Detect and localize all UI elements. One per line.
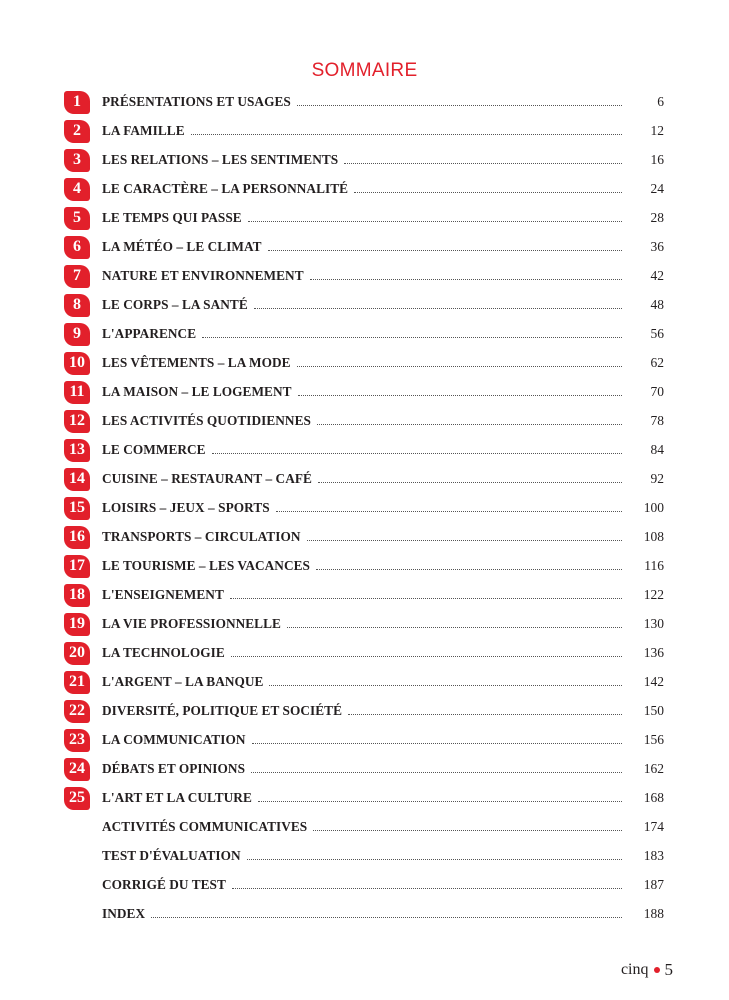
toc-entry-label: DIVERSITÉ, POLITIQUE ET SOCIÉTÉ — [102, 702, 342, 718]
chapter-number-badge: 15 — [64, 497, 90, 520]
dot-leader — [251, 760, 622, 773]
bullet-dot-icon — [654, 967, 660, 973]
toc-entry-page-number: 162 — [643, 760, 664, 776]
dot-leader — [254, 296, 622, 309]
toc-entry-label: LE TEMPS QUI PASSE — [102, 209, 242, 225]
chapter-number-slot — [64, 815, 102, 839]
toc-entry-label: PRÉSENTATIONS ET USAGES — [102, 93, 291, 109]
toc-entry[interactable] — [64, 841, 664, 870]
dot-leader — [231, 644, 622, 657]
dot-leader — [318, 470, 622, 483]
chapter-number-slot — [64, 496, 102, 520]
toc-entry-page-number: 56 — [650, 325, 664, 341]
toc-entry[interactable] — [64, 783, 664, 812]
chapter-number-slot — [64, 525, 102, 549]
page-title: SOMMAIRE — [311, 60, 418, 81]
table-of-contents — [64, 87, 664, 928]
toc-entry[interactable] — [64, 377, 664, 406]
dot-leader — [151, 905, 622, 918]
toc-entry-label: TEST D'ÉVALUATION — [102, 847, 241, 863]
toc-entry-page-number: 28 — [650, 209, 664, 225]
dot-leader — [344, 151, 622, 164]
chapter-number-slot — [64, 902, 102, 926]
dot-leader — [297, 93, 622, 106]
chapter-number-slot — [64, 177, 102, 201]
chapter-number-badge: 10 — [64, 352, 90, 375]
chapter-number-slot — [64, 351, 102, 375]
toc-entry-label: LA FAMILLE — [102, 122, 185, 138]
toc-entry-page-number: 183 — [643, 847, 664, 863]
dot-leader — [298, 383, 622, 396]
toc-entry-page-number: 84 — [650, 441, 664, 457]
chapter-number-slot — [64, 119, 102, 143]
toc-entry-label: LES RELATIONS – LES SENTIMENTS — [102, 151, 339, 167]
dot-leader — [297, 354, 622, 367]
chapter-number-badge: 14 — [64, 468, 90, 491]
dot-leader — [202, 325, 622, 338]
chapter-number-badge: 23 — [64, 729, 90, 752]
toc-entry[interactable] — [64, 638, 664, 667]
toc-entry[interactable] — [64, 87, 664, 116]
toc-entry-label: LE CORPS – LA SANTÉ — [102, 296, 248, 312]
toc-entry-page-number: 62 — [650, 354, 664, 370]
chapter-number-slot — [64, 641, 102, 665]
toc-entry-label: L'ARGENT – LA BANQUE — [102, 673, 264, 689]
toc-entry[interactable] — [64, 667, 664, 696]
dot-leader — [354, 180, 622, 193]
chapter-number-slot — [64, 380, 102, 404]
chapter-number-badge: 8 — [64, 294, 90, 317]
chapter-number-slot — [64, 206, 102, 230]
toc-entry-page-number: 136 — [643, 644, 664, 660]
toc-entry-page-number: 42 — [650, 267, 664, 283]
toc-entry-page-number: 48 — [650, 296, 664, 312]
dot-leader — [310, 267, 622, 280]
chapter-number-badge: 24 — [64, 758, 90, 781]
dot-leader — [316, 557, 622, 570]
toc-entry[interactable] — [64, 116, 664, 145]
toc-entry[interactable] — [64, 406, 664, 435]
dot-leader — [269, 673, 622, 686]
toc-entry[interactable] — [64, 696, 664, 725]
chapter-number-badge: 16 — [64, 526, 90, 549]
chapter-number-badge: 6 — [64, 236, 90, 259]
toc-entry-label: LA MÉTÉO – LE CLIMAT — [102, 238, 262, 254]
chapter-number-slot — [64, 90, 102, 114]
dot-leader — [212, 441, 622, 454]
dot-leader — [276, 499, 622, 512]
dot-leader — [317, 412, 622, 425]
toc-entry-page-number: 116 — [644, 557, 664, 573]
toc-entry-page-number: 100 — [643, 499, 664, 515]
toc-entry[interactable] — [64, 348, 664, 377]
chapter-number-badge: 19 — [64, 613, 90, 636]
toc-entry-label: LES ACTIVITÉS QUOTIDIENNES — [102, 412, 311, 428]
toc-entry-label: CUISINE – RESTAURANT – CAFÉ — [102, 470, 312, 486]
toc-entry[interactable] — [64, 319, 664, 348]
toc-entry[interactable] — [64, 812, 664, 841]
toc-entry-label: LE CARACTÈRE – LA PERSONNALITÉ — [102, 180, 349, 196]
chapter-number-slot — [64, 438, 102, 462]
toc-entry-page-number: 130 — [643, 615, 664, 631]
toc-entry[interactable] — [64, 580, 664, 609]
chapter-number-badge: 13 — [64, 439, 90, 462]
dot-leader — [268, 238, 622, 251]
toc-entry-page-number: 150 — [643, 702, 664, 718]
toc-entry-label: ACTIVITÉS COMMUNICATIVES — [102, 818, 308, 834]
chapter-number-slot — [64, 264, 102, 288]
toc-entry-page-number: 187 — [643, 876, 664, 892]
chapter-number-badge: 5 — [64, 207, 90, 230]
toc-entry-page-number: 168 — [643, 789, 664, 805]
chapter-number-slot — [64, 322, 102, 346]
toc-entry[interactable] — [64, 725, 664, 754]
dot-leader — [258, 789, 622, 802]
chapter-number-badge: 3 — [64, 149, 90, 172]
chapter-number-badge: 12 — [64, 410, 90, 433]
chapter-number-badge: 20 — [64, 642, 90, 665]
dot-leader — [252, 731, 623, 744]
toc-entry-label: LOISIRS – JEUX – SPORTS — [102, 499, 270, 515]
dot-leader — [307, 528, 623, 541]
footer-page-number: 5 — [664, 960, 673, 979]
chapter-number-slot — [64, 670, 102, 694]
toc-entry[interactable] — [64, 203, 664, 232]
toc-entry-page-number: 174 — [643, 818, 664, 834]
toc-entry-label: LA COMMUNICATION — [102, 731, 246, 747]
chapter-number-slot — [64, 757, 102, 781]
chapter-number-slot — [64, 699, 102, 723]
chapter-number-slot — [64, 554, 102, 578]
toc-entry[interactable] — [64, 609, 664, 638]
toc-entry[interactable] — [64, 290, 664, 319]
chapter-number-slot — [64, 409, 102, 433]
toc-entry[interactable] — [64, 435, 664, 464]
chapter-number-badge: 7 — [64, 265, 90, 288]
dot-leader — [287, 615, 622, 628]
toc-entry-page-number: 36 — [650, 238, 664, 254]
chapter-number-slot — [64, 148, 102, 172]
chapter-number-slot — [64, 873, 102, 897]
toc-entry-page-number: 12 — [650, 122, 664, 138]
toc-entry[interactable] — [64, 145, 664, 174]
toc-entry-page-number: 142 — [643, 673, 664, 689]
chapter-number-badge: 2 — [64, 120, 90, 143]
dot-leader — [248, 209, 622, 222]
toc-entry-page-number: 92 — [650, 470, 664, 486]
toc-entry-label: INDEX — [102, 905, 146, 921]
chapter-number-badge: 11 — [64, 381, 90, 404]
toc-entry-label: NATURE ET ENVIRONNEMENT — [102, 267, 304, 283]
toc-entry-page-number: 6 — [657, 93, 664, 109]
toc-entry-label: LA TECHNOLOGIE — [102, 644, 225, 660]
toc-entry[interactable] — [64, 899, 664, 928]
footer-page-word: cinq — [620, 961, 649, 978]
chapter-number-slot — [64, 786, 102, 810]
page-footer — [621, 960, 673, 980]
toc-entry[interactable] — [64, 754, 664, 783]
chapter-number-badge: 22 — [64, 700, 90, 723]
toc-entry-label: LA VIE PROFESSIONNELLE — [102, 615, 281, 631]
chapter-number-badge: 1 — [64, 91, 90, 114]
toc-entry-label: L'ART ET LA CULTURE — [102, 789, 252, 805]
dot-leader — [348, 702, 622, 715]
toc-entry-page-number: 188 — [643, 905, 664, 921]
toc-entry-page-number: 16 — [650, 151, 664, 167]
toc-entry[interactable] — [64, 870, 664, 899]
toc-entry[interactable] — [64, 232, 664, 261]
chapter-number-badge: 4 — [64, 178, 90, 201]
chapter-number-slot — [64, 583, 102, 607]
toc-entry-page-number: 122 — [643, 586, 664, 602]
toc-entry-page-number: 70 — [650, 383, 664, 399]
chapter-number-slot — [64, 728, 102, 752]
chapter-number-badge: 25 — [64, 787, 90, 810]
chapter-number-badge: 9 — [64, 323, 90, 346]
toc-entry-label: LE TOURISME – LES VACANCES — [102, 557, 310, 573]
chapter-number-slot — [64, 844, 102, 868]
toc-entry-label: LA MAISON – LE LOGEMENT — [102, 383, 292, 399]
chapter-number-slot — [64, 235, 102, 259]
toc-entry[interactable] — [64, 174, 664, 203]
toc-entry-label: DÉBATS ET OPINIONS — [102, 760, 246, 776]
toc-entry-label: L'APPARENCE — [102, 325, 197, 341]
dot-leader — [232, 876, 622, 889]
chapter-number-slot — [64, 293, 102, 317]
chapter-number-badge: 17 — [64, 555, 90, 578]
toc-entry[interactable] — [64, 464, 664, 493]
chapter-number-slot — [64, 467, 102, 491]
toc-entry-page-number: 108 — [643, 528, 664, 544]
dot-leader — [247, 847, 622, 860]
dot-leader — [313, 818, 622, 831]
chapter-number-badge: 18 — [64, 584, 90, 607]
toc-entry[interactable] — [64, 522, 664, 551]
toc-entry[interactable] — [64, 261, 664, 290]
toc-entry-label: LES VÊTEMENTS – LA MODE — [102, 354, 291, 370]
toc-entry-page-number: 156 — [643, 731, 664, 747]
dot-leader — [230, 586, 622, 599]
toc-entry-page-number: 78 — [650, 412, 664, 428]
chapter-number-slot — [64, 612, 102, 636]
toc-entry-label: L'ENSEIGNEMENT — [102, 586, 224, 602]
toc-entry-label: LE COMMERCE — [102, 441, 206, 457]
toc-entry[interactable] — [64, 551, 664, 580]
toc-entry-label: TRANSPORTS – CIRCULATION — [102, 528, 301, 544]
toc-entry-label: CORRIGÉ DU TEST — [102, 876, 226, 892]
dot-leader — [191, 122, 622, 135]
toc-entry[interactable] — [64, 493, 664, 522]
toc-entry-page-number: 24 — [650, 180, 664, 196]
chapter-number-badge: 21 — [64, 671, 90, 694]
